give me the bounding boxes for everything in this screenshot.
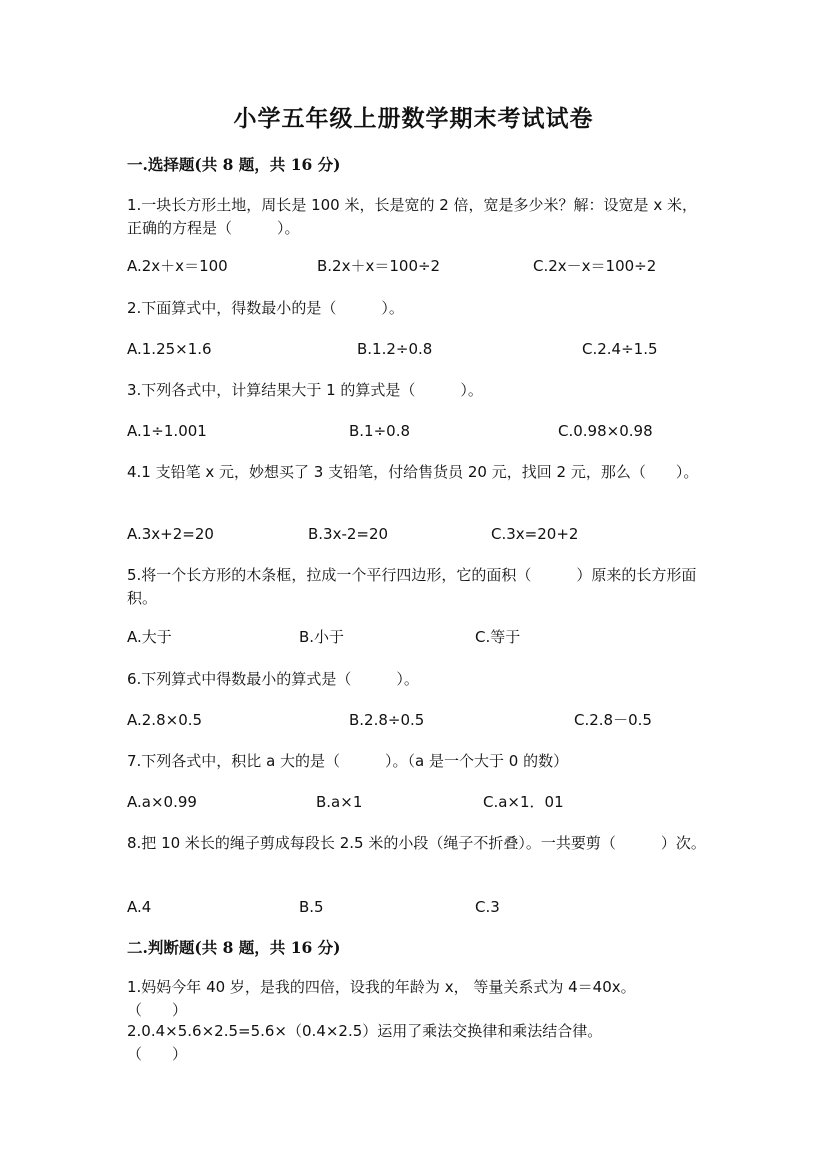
options-3 [127, 420, 707, 442]
option-b[interactable]: B.1÷0.8 [349, 422, 411, 440]
option-b[interactable]: B.小于 [299, 628, 345, 646]
question-6: 6.下列算式中得数最小的算式是（ ）。 [127, 670, 419, 688]
option-b[interactable]: B.3x-2=20 [308, 525, 389, 543]
question-8: 8.把 10 米长的绳子剪成每段长 2.5 米的小段（绳子不折叠）。一共要剪（ ）次。 [127, 834, 706, 852]
option-c[interactable]: C.2.8－0.5 [574, 711, 652, 729]
question-4: 4.1 支铅笔 x 元，妙想买了 3 支铅笔，付给售货员 20 元，找回 2 元，那么（ ）。 [127, 463, 699, 481]
options-1 [127, 255, 707, 277]
option-a[interactable]: A.2x＋x＝100 [127, 257, 228, 275]
option-a[interactable]: A.1÷1.001 [127, 422, 207, 440]
option-a[interactable]: A.2.8×0.5 [127, 711, 203, 729]
option-c[interactable]: C.3x=20+2 [491, 525, 579, 543]
options-5 [127, 626, 707, 648]
question-1: 1.一块长方形土地，周长是 100 米，长是宽的 2 倍，宽是多少米？解：设宽是 x 米，正确的方程是（ ）。 [127, 196, 697, 237]
judge-question-text: 2.0.4×5.6×2.5=5.6×（0.4×2.5）运用了乘法交换律和乘法结合律。 [127, 1022, 603, 1040]
option-c[interactable]: C.等于 [475, 628, 521, 646]
judge-question-1 [127, 976, 707, 1022]
section-heading-choice: 一.选择题(共 8 题，共 16 分) [127, 155, 341, 174]
option-a[interactable]: A.a×0.99 [127, 793, 197, 811]
option-a[interactable]: A.3x+2=20 [127, 525, 214, 543]
section-heading-judge: 二.判断题(共 8 题，共 16 分) [127, 938, 341, 957]
option-a[interactable]: A.4 [127, 898, 152, 916]
option-b[interactable]: B.1.2÷0.8 [357, 340, 433, 358]
option-c[interactable]: C.0.98×0.98 [558, 422, 653, 440]
option-b[interactable]: B.5 [299, 898, 324, 916]
judge-question-text: 1.妈妈今年 40 岁，是我的四倍，设我的年龄为 x， 等量关系式为 4＝40x。 [127, 978, 636, 996]
option-c[interactable]: C.a×1．01 [483, 793, 564, 811]
option-b[interactable]: B.2.8÷0.5 [349, 711, 425, 729]
options-7 [127, 791, 707, 813]
option-c[interactable]: C.3 [475, 898, 500, 916]
question-3: 3.下列各式中，计算结果大于 1 的算式是（ ）。 [127, 381, 483, 399]
answer-blank[interactable]: （ ） [127, 1045, 188, 1063]
options-8 [127, 896, 707, 918]
question-2: 2.下面算式中，得数最小的是（ ）。 [127, 299, 404, 317]
option-b[interactable]: B.a×1 [316, 793, 363, 811]
option-c[interactable]: C.2.4÷1.5 [582, 340, 658, 358]
judge-question-2 [127, 1020, 707, 1066]
question-7: 7.下列各式中，积比 a 大的是（ ）。（a 是一个大于 0 的数） [127, 752, 569, 770]
question-5: 5.将一个长方形的木条框，拉成一个平行四边形，它的面积（ ）原来的长方形面积。 [127, 566, 697, 607]
answer-blank[interactable]: （ ） [127, 1001, 188, 1019]
options-4 [127, 523, 707, 545]
options-2 [127, 338, 707, 360]
exam-title: 小学五年级上册数学期末考试试卷 [233, 105, 594, 132]
option-b[interactable]: B.2x＋x＝100÷2 [317, 257, 441, 275]
option-a[interactable]: A.1.25×1.6 [127, 340, 212, 358]
option-c[interactable]: C.2x－x＝100÷2 [533, 257, 657, 275]
options-6 [127, 709, 707, 731]
option-a[interactable]: A.大于 [127, 628, 172, 646]
